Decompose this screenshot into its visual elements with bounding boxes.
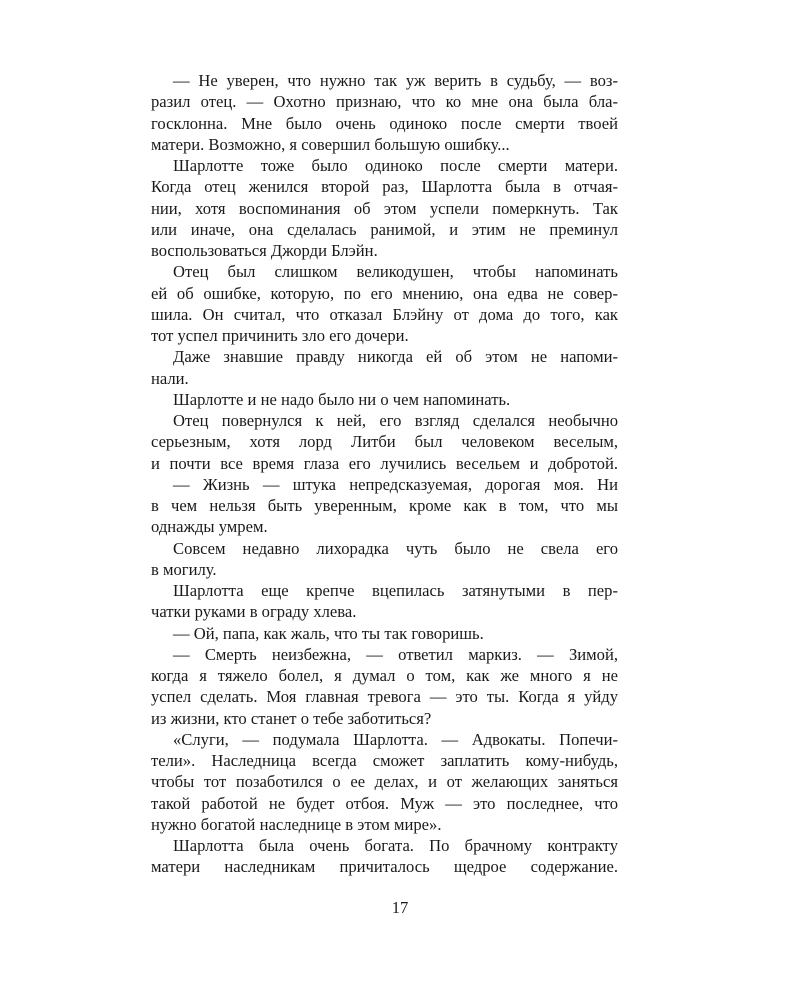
text-line: чатки руками в ограду хлева. — [151, 602, 357, 622]
text-line: успел сделать. Моя главная тревога — это ты. Когда я уйду — [151, 687, 618, 707]
paragraph-1 — [151, 70, 618, 155]
text-line: однажды умрем. — [151, 517, 268, 537]
text-line: чтобы тот позаботился о ее делах, и от желающих заняться — [151, 772, 618, 792]
text-line: тот успел причинить зло его дочери. — [151, 326, 409, 345]
text-line: матери. Возможно, я совершил большую ошибку... — [151, 134, 510, 154]
text-line: Отец был слишком великодушен, чтобы напоминать — [173, 262, 618, 282]
paragraph-9 — [151, 580, 618, 623]
text-line: — Ой, папа, как жаль, что ты так говоришь. — [173, 623, 484, 643]
text-line: воспользоваться Джорди Блэйн. — [151, 241, 378, 260]
text-line: Шарлотте тоже было одиноко после смерти матери. — [173, 156, 618, 175]
text-line: разил отец. — Охотно признаю, что ко мне она была бла- — [151, 92, 618, 112]
text-line: матери наследникам причиталось щедрое содержание. — [151, 857, 618, 877]
text-line: Когда отец женился второй раз, Шарлотта была в отчая- — [151, 177, 618, 197]
paragraph-4 — [151, 346, 618, 389]
text-line: — Смерть неизбежна, — ответил маркиз. — Зимой, — [173, 644, 618, 664]
text-line: Шарлотте и не надо было ни о чем напоминать. — [173, 389, 511, 409]
text-line: тели». Наследница всегда сможет заплатить кому-нибудь, — [151, 751, 618, 770]
paragraph-10 — [151, 623, 618, 644]
paragraph-3 — [151, 261, 618, 346]
text-line: нии, хотя воспоминания об этом успели померкнуть. Так — [151, 198, 618, 218]
text-line: или иначе, она сделалась ранимой, и этим не преминул — [151, 219, 618, 239]
text-line: когда я тяжело болел, я думал о том, как же много я не — [151, 666, 618, 685]
text-line: ей об ошибке, которую, по его мнению, она едва не совер- — [151, 283, 618, 303]
text-line: Шарлотта была очень богата. По брачному контракту — [173, 836, 618, 855]
paragraph-5 — [151, 389, 618, 410]
paragraph-2 — [151, 155, 618, 261]
text-line: серьезным, хотя лорд Литби был человеком веселым, — [151, 432, 618, 452]
paragraph-6 — [151, 410, 618, 474]
paragraph-7 — [151, 474, 618, 538]
paragraph-13 — [151, 835, 618, 878]
text-line: и почти все время глаза его лучились весельем и добротой. — [151, 453, 618, 473]
paragraph-8 — [151, 538, 618, 581]
text-line: Шарлотта еще крепче вцепилась затянутыми в пер- — [173, 581, 618, 600]
paragraph-11 — [151, 644, 618, 729]
text-line: в могилу. — [151, 559, 217, 579]
text-line: «Слуги, — подумала Шарлотта. — Адвокаты. Попечи- — [173, 729, 618, 749]
text-line: Совсем недавно лихорадка чуть было не свела его — [173, 538, 618, 558]
text-line: госклонна. Мне было очень одиноко после смерти твоей — [151, 113, 618, 133]
text-line: — Не уверен, что нужно так уж верить в судьбу, — воз- — [173, 71, 618, 90]
paragraph-12 — [151, 729, 618, 835]
text-line: такой работой не будет отбоя. Муж — это последнее, что — [151, 793, 618, 813]
text-line: нужно богатой наследнице в этом мире». — [151, 814, 442, 834]
text-line: — Жизнь — штука непредсказуемая, дорогая моя. Ни — [173, 474, 618, 494]
text-line: в чем нельзя быть уверенным, кроме как в том, что мы — [151, 496, 618, 515]
text-line: нали. — [151, 368, 189, 388]
book-page-body — [151, 70, 618, 878]
text-line: Даже знавшие правду никогда ей об этом не напоми- — [173, 347, 618, 367]
text-line: шила. Он считал, что отказал Блэйну от дома до того, как — [151, 304, 618, 324]
page-number: 17 — [391, 898, 409, 917]
text-line: из жизни, кто станет о тебе заботиться? — [151, 708, 432, 728]
text-line: Отец повернулся к ней, его взгляд сделался необычно — [173, 411, 618, 430]
